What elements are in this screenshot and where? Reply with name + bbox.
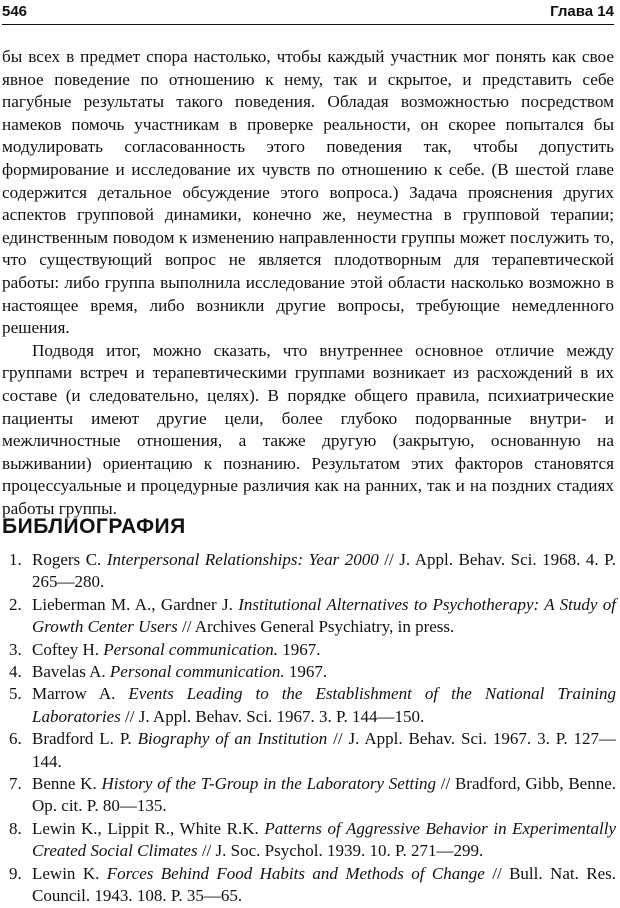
reference-title: Patterns of Aggressive Behavior in Experimentally Created Social Climates: [32, 818, 616, 861]
reference-source: // J. Appl. Behav. Sci. 1968. 4. P. 265—280.: [32, 550, 617, 592]
reference-author: Bradford L. P.: [32, 729, 138, 749]
reference-number: 6.: [9, 729, 22, 749]
reference-item: [2, 863, 616, 908]
reference-author: Coftey H.: [32, 639, 104, 659]
reference-number: 7.: [9, 774, 22, 794]
reference-title: Personal communication.: [109, 662, 285, 682]
bibliography-list: [2, 549, 616, 908]
reference-author: Marrow A.: [32, 684, 129, 704]
bibliography-heading: БИБЛИОГРАФИЯ: [2, 515, 186, 538]
reference-item: [2, 661, 616, 683]
reference-source: // Bradford, Gibb, Benne. Op. cit. P. 80—135.: [32, 774, 616, 816]
reference-item: [2, 594, 616, 639]
reference-author: Lewin K.: [32, 863, 107, 883]
reference-title: Forces Behind Food Habits and Methods of Change: [106, 863, 485, 883]
reference-number: 5.: [9, 684, 22, 704]
reference-item: [2, 818, 616, 863]
reference-title: Institutional Alternatives to Psychotherapy: A Study of Growth Center Users: [32, 594, 616, 637]
reference-source: // J. Appl. Behav. Sci. 1967. 3. P. 144—150.: [120, 706, 425, 726]
reference-author: Rogers C.: [32, 550, 107, 569]
reference-item: [2, 773, 616, 818]
body-text: [2, 46, 614, 520]
reference-source: // Bull. Nat. Res. Council. 1943. 108. P. 35—65.: [32, 863, 616, 906]
reference-author: Lewin K., Lippit R., White R.K.: [32, 818, 265, 838]
reference-source: // J. Appl. Behav. Sci. 1967. 3. P. 127—144.: [32, 729, 616, 771]
reference-source: // J. Soc. Psychol. 1939. 10. P. 271—299.: [197, 841, 484, 861]
reference-number: 4.: [9, 662, 22, 682]
reference-source: 1967.: [284, 662, 328, 682]
reference-item: [2, 639, 616, 661]
reference-number: 1.: [9, 550, 22, 569]
chapter-title: Глава 14: [550, 3, 614, 20]
paragraph: бы всех в предмет спора настолько, чтобы каждый участник мог понять как свое явное поведение по отношению к нему, так и скрытое, и представить себе пагубные результаты такого поведения. Обладая возможностью посредством намеков помочь участникам в проверке реальности, он скорее попытался бы модулировать согласованность этого поведения так, чтобы допустить формирование и исследование их чувств по отношению к себе. (В шестой главе содержится детальное обсуждение этого вопроса.) Задача прояснения других аспектов групповой динамики, конечно же, неуместна в групповой терапии; единственным поводом к изменению направленности группы может послужить то, что существующий вопрос не является плодотворным для терапевтической работы: либо группа выполнила исследование этой области насколько возможно в настоящее время, либо возникли другие вопросы, требующие немедленного решения.: [2, 47, 614, 338]
reference-number: 8.: [9, 818, 22, 838]
reference-item: [2, 728, 616, 773]
reference-title: History of the T-Group in the Laboratory Setting: [101, 774, 436, 794]
reference-title: Events Leading to the Establishment of the National Training Laboratories: [32, 684, 616, 726]
reference-author: Benne K.: [32, 774, 102, 794]
reference-author: Bavelas A.: [32, 662, 110, 682]
reference-author: Lieberman M. A., Gardner J.: [32, 594, 239, 614]
paragraph: Подводя итог, можно сказать, что внутреннее основное отличие между группами встреч и терапевтическими группами возникает из расхождений в их составе (и следовательно, целях). В порядке общего правила, психиатрические пациенты имеют другие цели, более глубоко подорванные внутри- и межличностные отношения, а также другую (закрытую, основанную на выживании) ориентацию к познанию. Результатом этих факторов становятся процессуальные и процедурные различия как на ранних, так и на поздних стадиях работы группы.: [2, 340, 614, 518]
reference-number: 9.: [9, 863, 22, 883]
page-number: 546: [2, 3, 28, 20]
reference-source: 1967.: [278, 639, 321, 659]
reference-source: // Archives General Psychiatry, in press.: [177, 617, 455, 637]
reference-title: Personal communication.: [103, 639, 278, 659]
reference-item: [2, 683, 616, 728]
header-rule: [2, 24, 614, 25]
running-header: [2, 2, 614, 24]
reference-number: 2.: [9, 594, 22, 614]
reference-item: [2, 549, 616, 594]
reference-title: Interpersonal Relationships: Year 2000: [106, 550, 379, 569]
reference-title: Biography of an Institution: [137, 729, 328, 749]
reference-number: 3.: [9, 639, 22, 659]
